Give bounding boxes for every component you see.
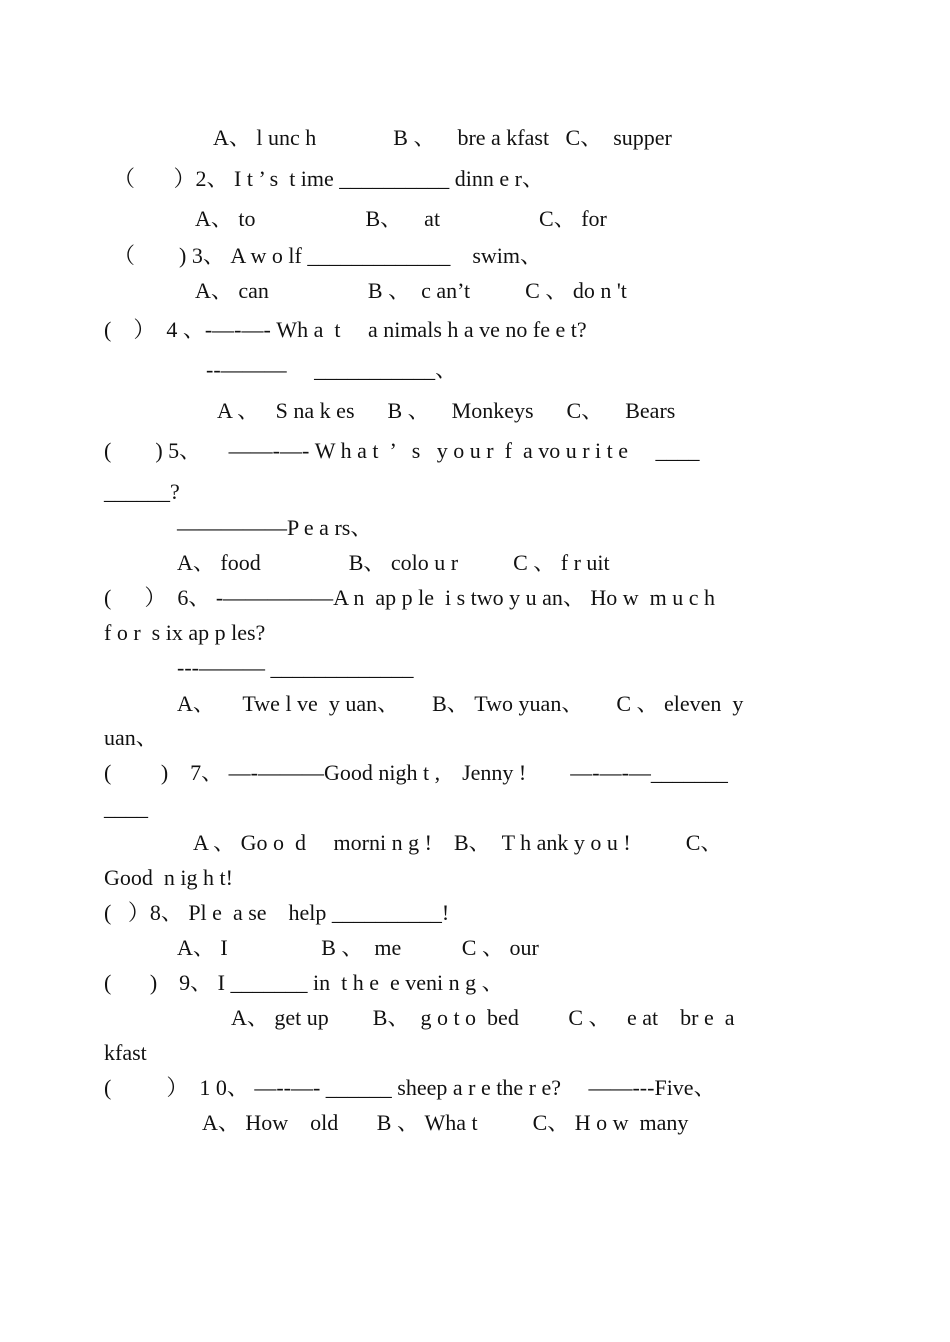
q7-question: ( ) 7、 —-———Good nigh t , Jenny ! —-—-—_______ (104, 760, 728, 785)
q3-options: A、 can B 、 c an’t C 、 do n 't (195, 278, 627, 303)
q6-question: ( ） 6、 -—————A n ap p le i s two y u an、 Ho w m u c h (104, 585, 716, 610)
q5-question: ( ) 5、 ——-—- W h a t ’ s y o u r f a vo u r i t e ____ (104, 438, 700, 463)
q9-options: A、 get up B、 g o t o bed C 、 e at br e a (231, 1005, 735, 1030)
q9-question: ( ) 9、 I _______ in t h e e veni n g 、 (104, 970, 504, 995)
q8-options: A、 I B 、 me C 、 our (177, 935, 539, 960)
q10-question: ( ） 1 0、 —--—- ______ sheep a r e the r e? ——---Five、 (104, 1075, 716, 1100)
q8-question: ( ）8、 Pl e a se help __________! (104, 900, 450, 925)
q5-answer: —————P e a rs、 (177, 515, 373, 540)
q4-options: A 、 S na k es B 、 Monkeys C、 Bears (217, 398, 676, 423)
q2-question: （ ）2、 I t ’ s t ime __________ dinn e r、 (113, 166, 544, 191)
q4-question: ( ） 4 、-—-—- Wh a t a nimals h a ve no fe e t? (104, 317, 587, 342)
q6-answer-blank: ---——— _____________ (177, 655, 414, 680)
q2-options: A、 to B、 at C、 for (195, 206, 607, 231)
q6-question-cont: f o r s ix ap p les? (104, 620, 266, 645)
q5-question-cont: ______? (104, 479, 180, 504)
q9-options-cont: kfast (104, 1040, 147, 1065)
q6-options-cont: uan、 (104, 725, 158, 750)
q5-options: A、 food B、 colo u r C 、 f r uit (177, 550, 610, 575)
q4-answer-blank: --——— ___________、 (206, 357, 458, 382)
q7-options-cont: Good n ig h t! (104, 865, 233, 890)
q3-question: （ ) 3、 A w o lf _____________ swim、 (113, 243, 543, 268)
q10-options: A、 How old B 、 Wha t C、 H o w many (202, 1110, 689, 1135)
q6-options: A、 Twe l ve y uan、 B、 Two yuan、 C 、 eleven y (177, 691, 744, 716)
q7-options: A 、 Go o d morni n g ! B、 T h ank y o u ! C、 (193, 830, 723, 855)
q7-question-cont: ____ (104, 795, 148, 820)
q1-options: A、 l unc h B 、 bre a kfast C、 supper (213, 125, 672, 150)
